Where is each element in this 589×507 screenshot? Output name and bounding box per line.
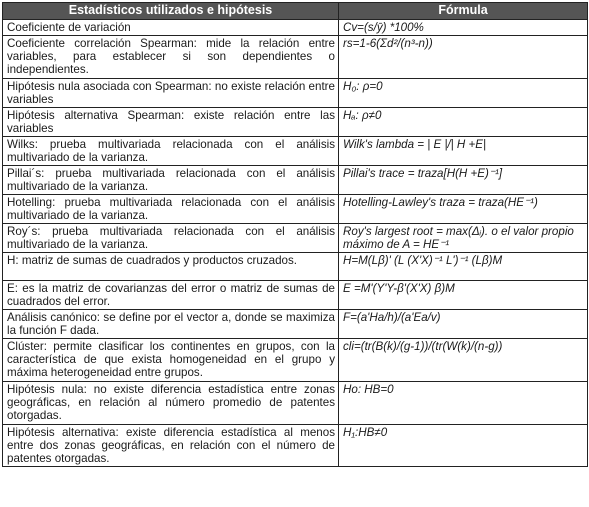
table-row (3, 253, 588, 281)
row-description: Coeficiente correlación Spearman: mide la relación entre variables, para establecer si son dependientes o independientes. (3, 36, 339, 79)
row-formula: F=(a'Ha/h)/(a'Ea/v) (339, 310, 588, 339)
row-formula: Pillai's trace = traza[H(H +E)⁻¹] (339, 166, 588, 195)
table-row (3, 425, 588, 467)
row-formula: Hₐ: ρ≠0 (339, 108, 588, 137)
row-formula: Cv=(s/ȳ) *100% (339, 20, 588, 36)
header-formula: Fórmula (339, 3, 588, 20)
row-description: H: matriz de sumas de cuadrados y productos cruzados. (3, 253, 339, 281)
table-row (3, 195, 588, 224)
row-description: E: es la matriz de covarianzas del error o matriz de sumas de cuadrados del error. (3, 281, 339, 310)
row-formula: H₁:HB≠0 (339, 425, 588, 467)
table-header-row (3, 3, 588, 20)
table-row (3, 20, 588, 36)
row-formula: Hotelling-Lawley's traza = traza(HE⁻¹) (339, 195, 588, 224)
table-row (3, 108, 588, 137)
row-description: Hipótesis alternativa Spearman: existe relación entre las variables (3, 108, 339, 137)
row-description: Hotelling: prueba multivariada relacionada con el análisis multivariado de la varianza. (3, 195, 339, 224)
row-formula: rs=1-6(Σd²/(n³-n)) (339, 36, 588, 79)
statistics-table (2, 2, 588, 467)
table-row (3, 310, 588, 339)
table-row (3, 36, 588, 79)
table-row (3, 79, 588, 108)
row-description: Coeficiente de variación (3, 20, 339, 36)
row-description: Hipótesis alternativa: existe diferencia estadística al menos entre dos zonas geográficas, en relación con el número de patentes otorgadas. (3, 425, 339, 467)
header-statistics: Estadísticos utilizados e hipótesis (3, 3, 339, 20)
table-row (3, 137, 588, 166)
row-description: Pillai´s: prueba multivariada relacionada con el análisis multivariado de la varianza. (3, 166, 339, 195)
table-row (3, 224, 588, 253)
row-description: Hipótesis nula asociada con Spearman: no existe relación entre variables (3, 79, 339, 108)
row-formula: E =M'(Y'Y-β'(X'X) β)M (339, 281, 588, 310)
row-description: Análisis canónico: se define por el vector a, donde se maximiza la función F dada. (3, 310, 339, 339)
table-row (3, 382, 588, 425)
row-description: Roy´s: prueba multivariada relacionada con el análisis multivariado de la varianza. (3, 224, 339, 253)
row-description: Hipótesis nula: no existe diferencia estadística entre zonas geográficas, en relación al número promedio de patentes otorgadas. (3, 382, 339, 425)
row-formula: H=M(Lβ)' (L (X'X)⁻¹ L')⁻¹ (Lβ)M (339, 253, 588, 281)
row-formula: Ho: HB=0 (339, 382, 588, 425)
table-row (3, 281, 588, 310)
row-description: Clúster: permite clasificar los continentes en grupos, con la característica de que exista homogeneidad en el grupo y máxima heterogeneidad entre grupos. (3, 339, 339, 382)
row-formula: H₀: ρ=0 (339, 79, 588, 108)
row-formula: Wilk's lambda = | E |/| H +E| (339, 137, 588, 166)
table-row (3, 166, 588, 195)
table-row (3, 339, 588, 382)
row-formula: cli=(tr(B(k)/(g-1))/(tr(W(k)/(n-g)) (339, 339, 588, 382)
row-description: Wilks: prueba multivariada relacionada con el análisis multivariado de la varianza. (3, 137, 339, 166)
row-formula: Roy's largest root = max(Δᵢ). o el valor propio máximo de A = HE⁻¹ (339, 224, 588, 253)
